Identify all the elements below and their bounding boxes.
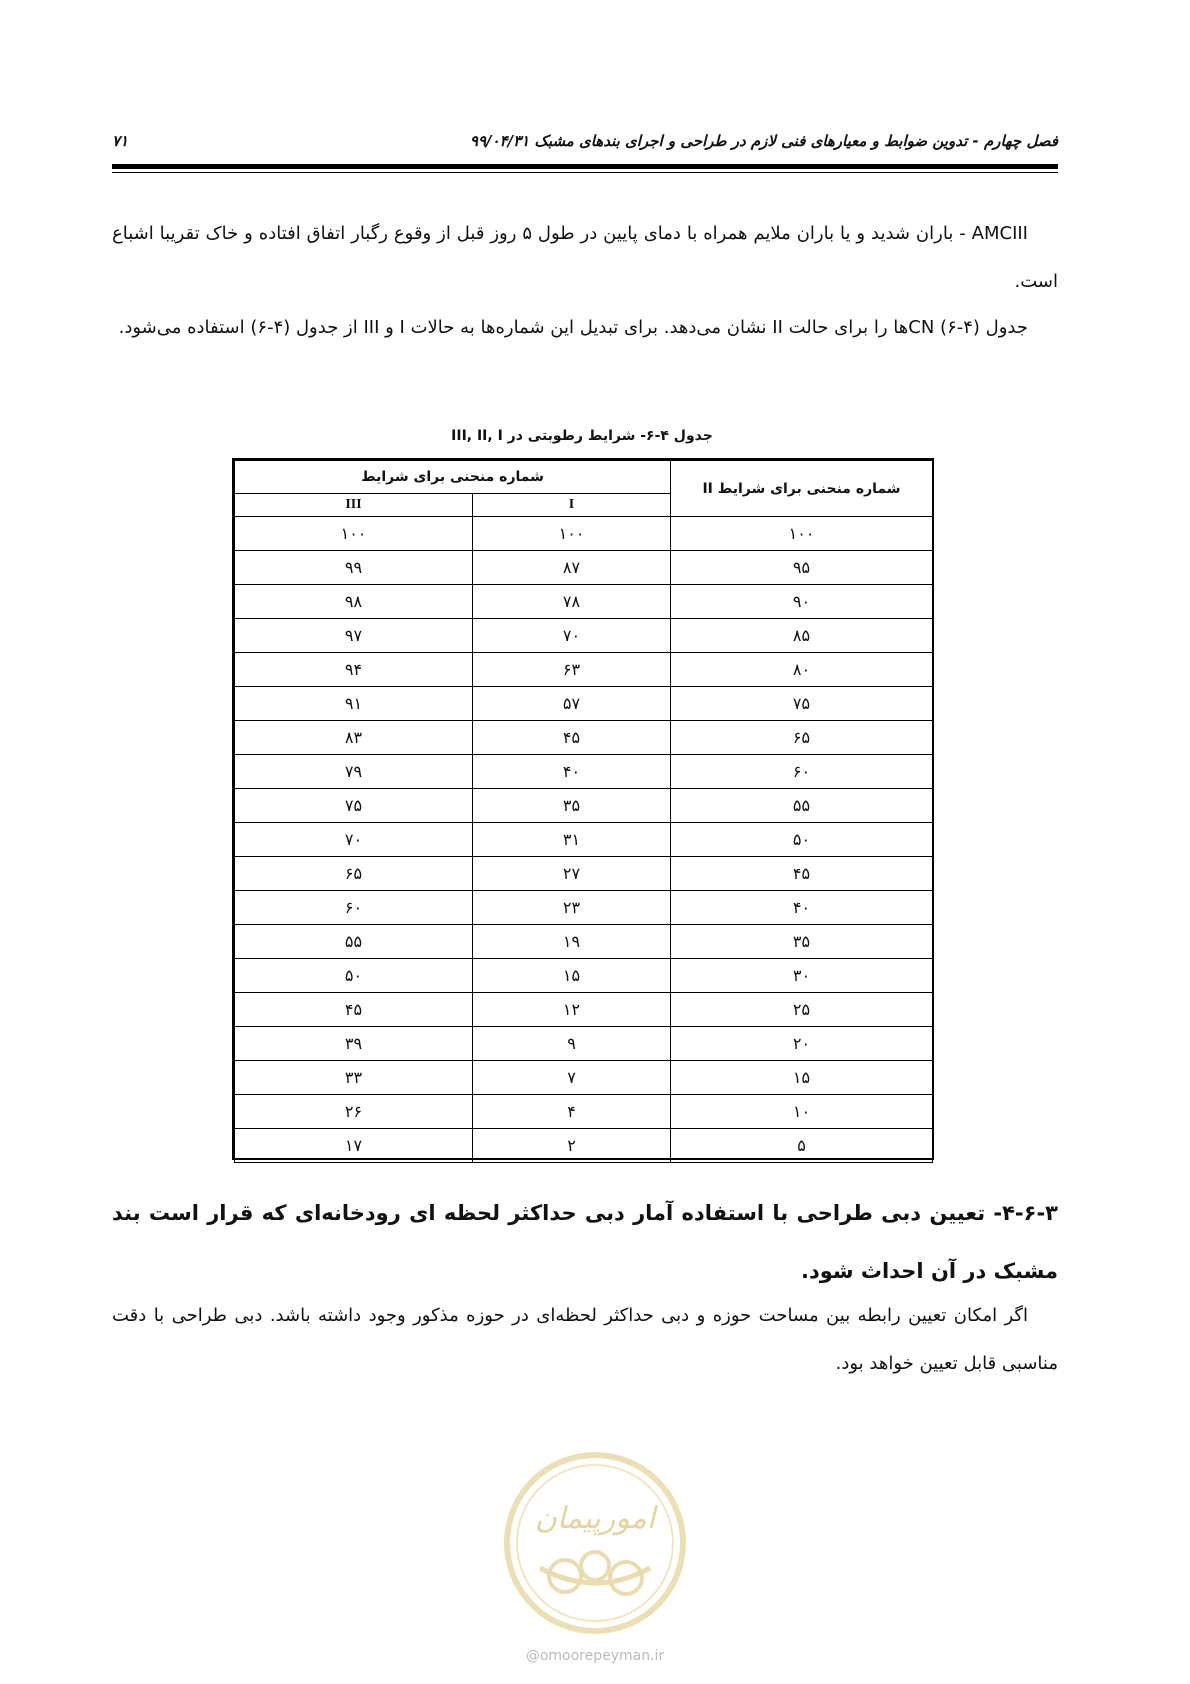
cell-condition-i: ۱۲: [473, 993, 671, 1027]
cell-condition-i: ۱۹: [473, 925, 671, 959]
cell-condition-i: ۸۷: [473, 551, 671, 585]
cell-condition-i: ۲: [473, 1129, 671, 1163]
cell-condition-iii: ۶۵: [235, 857, 473, 891]
table-row: [235, 1061, 933, 1095]
cell-condition-iii: ۹۷: [235, 619, 473, 653]
cell-condition-ii: ۸۵: [671, 619, 933, 653]
table-row: [235, 653, 933, 687]
cell-condition-ii: ۵: [671, 1129, 933, 1163]
cell-condition-ii: ۲۵: [671, 993, 933, 1027]
paragraph-table-ref: جدول (۴-۶) CNها را برای حالت II نشان می‌دهد. برای تبدیل این شماره‌ها به حالات I و III از جدول (۴-۶) استفاده می‌شود.: [118, 317, 1028, 338]
cell-condition-i: ۱۰۰: [473, 517, 671, 551]
cell-condition-ii: ۶۰: [671, 755, 933, 789]
cell-condition-ii: ۱۰۰: [671, 517, 933, 551]
cell-condition-iii: ۳۳: [235, 1061, 473, 1095]
page-number: ۷۱: [112, 132, 129, 150]
cn-table: [234, 460, 933, 1163]
cell-condition-ii: ۴۵: [671, 857, 933, 891]
cell-condition-ii: ۵۵: [671, 789, 933, 823]
paragraph-design-discharge: اگر امکان تعیین رابطه بین مساحت حوزه و دبی حداکثر لحظه‌ای در حوزه مذکور وجود داشته باشد. دبی طراحی با دقت مناسبی قابل تعیین خواهد بود.: [112, 1305, 1058, 1374]
cell-condition-i: ۴: [473, 1095, 671, 1129]
cell-condition-iii: ۷۹: [235, 755, 473, 789]
table-row: [235, 687, 933, 721]
cell-condition-iii: ۹۴: [235, 653, 473, 687]
cell-condition-iii: ۹۱: [235, 687, 473, 721]
cell-condition-iii: ۷۰: [235, 823, 473, 857]
cell-condition-ii: ۲۰: [671, 1027, 933, 1061]
col-header-condition-ii: شماره منحنی برای شرایط II: [671, 461, 933, 517]
cell-condition-ii: ۳۰: [671, 959, 933, 993]
col-header-i: I: [473, 494, 671, 517]
header-rule-thick: [112, 164, 1058, 169]
cell-condition-ii: ۶۵: [671, 721, 933, 755]
section-heading: ۴-۶-۳- تعیین دبی طراحی با استفاده آمار دبی حداکثر لحظه ای رودخانه‌ای که قرار است بند مشبک در آن احداث شود.: [112, 1201, 1058, 1283]
cell-condition-ii: ۹۵: [671, 551, 933, 585]
cell-condition-iii: ۵۰: [235, 959, 473, 993]
cell-condition-ii: ۹۰: [671, 585, 933, 619]
cell-condition-iii: ۱۷: [235, 1129, 473, 1163]
watermark-url: @omoorepeyman.ir: [525, 1648, 665, 1664]
cell-condition-i: ۳۱: [473, 823, 671, 857]
cell-condition-i: ۲۷: [473, 857, 671, 891]
table-row: [235, 619, 933, 653]
cell-condition-iii: ۷۵: [235, 789, 473, 823]
cell-condition-i: ۷۸: [473, 585, 671, 619]
table-row: [235, 1129, 933, 1163]
cell-condition-i: ۶۳: [473, 653, 671, 687]
cell-condition-i: ۷: [473, 1061, 671, 1095]
cn-table-body: [235, 517, 933, 1163]
col-header-iii: III: [235, 494, 473, 517]
cell-condition-iii: ۴۵: [235, 993, 473, 1027]
table-row: [235, 925, 933, 959]
cell-condition-i: ۹: [473, 1027, 671, 1061]
header-title: فصل چهارم - تدوین ضوابط و معیارهای فنی لازم در طراحی و اجرای بندهای مشبک ۹۹/۰۴/۳۱: [469, 132, 1058, 150]
table-row: [235, 1027, 933, 1061]
cell-condition-ii: ۸۰: [671, 653, 933, 687]
table-row: [235, 789, 933, 823]
header-rule-thin: [112, 172, 1058, 173]
cell-condition-iii: ۹۸: [235, 585, 473, 619]
cn-table-frame: [232, 458, 934, 1160]
table-row: [235, 959, 933, 993]
cell-condition-i: ۷۰: [473, 619, 671, 653]
table-row: [235, 1095, 933, 1129]
cell-condition-iii: ۵۵: [235, 925, 473, 959]
cell-condition-ii: ۵۰: [671, 823, 933, 857]
table-row: [235, 585, 933, 619]
cell-condition-iii: ۸۳: [235, 721, 473, 755]
cell-condition-i: ۲۳: [473, 891, 671, 925]
cell-condition-iii: ۳۹: [235, 1027, 473, 1061]
page-header: [112, 128, 1058, 158]
cell-condition-ii: ۱۵: [671, 1061, 933, 1095]
cell-condition-i: ۴۰: [473, 755, 671, 789]
cell-condition-iii: ۱۰۰: [235, 517, 473, 551]
table-row: [235, 891, 933, 925]
cell-condition-ii: ۷۵: [671, 687, 933, 721]
paragraph-amciii: AMCIII - باران شدید و یا باران ملایم همراه با دمای پایین در طول ۵ روز قبل از وقوع رگبار اتفاق افتاده و خاک تقریبا اشباع است.: [112, 223, 1058, 292]
cell-condition-i: ۴۵: [473, 721, 671, 755]
watermark-logo-text: امورپیمان: [534, 1501, 656, 1536]
table-row: [235, 551, 933, 585]
table-row: [235, 857, 933, 891]
table-row: [235, 755, 933, 789]
table-caption: جدول ۴-۶- شرایط رطوبتی در III, II, I: [451, 428, 713, 444]
cell-condition-iii: ۹۹: [235, 551, 473, 585]
table-row: [235, 517, 933, 551]
cell-condition-ii: ۳۵: [671, 925, 933, 959]
cell-condition-ii: ۱۰: [671, 1095, 933, 1129]
table-row: [235, 823, 933, 857]
col-header-group: شماره منحنی برای شرایط: [235, 461, 671, 494]
watermark-logo: [500, 1448, 690, 1638]
cell-condition-iii: ۶۰: [235, 891, 473, 925]
table-row: [235, 721, 933, 755]
cell-condition-iii: ۲۶: [235, 1095, 473, 1129]
cell-condition-ii: ۴۰: [671, 891, 933, 925]
cell-condition-i: ۱۵: [473, 959, 671, 993]
cell-condition-i: ۳۵: [473, 789, 671, 823]
cell-condition-i: ۵۷: [473, 687, 671, 721]
table-row: [235, 993, 933, 1027]
